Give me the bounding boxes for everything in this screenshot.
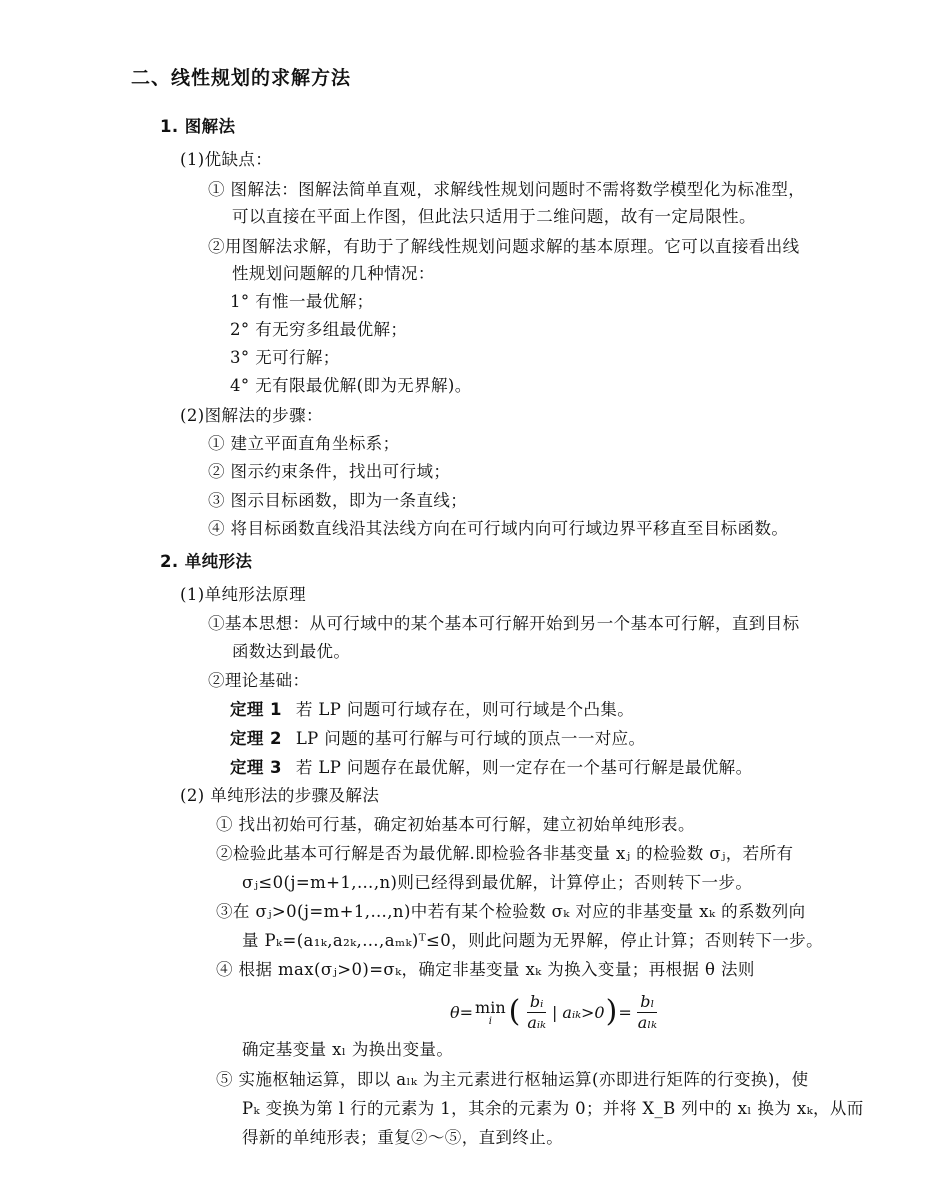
theorem-2 xyxy=(230,727,645,751)
subsection-heading-graphical: 1. 图解法 xyxy=(160,117,236,136)
theorem-3 xyxy=(230,756,752,780)
theorem-text: LP 问题的基可行解与可行域的顶点一一对应。 xyxy=(295,729,646,748)
paragraph-line: 性规划问题解的几种情况： xyxy=(232,264,435,283)
theorem-text: 若 LP 问题可行域存在，则可行域是个凸集。 xyxy=(295,700,635,719)
step-item: ② 图示约束条件，找出可行域； xyxy=(208,462,451,481)
paragraph-line: ①基本思想：从可行域中的某个基本可行解开始到另一个基本可行解，直到目标 xyxy=(208,614,800,633)
case-item: 2° 有无穷多组最优解； xyxy=(230,320,408,339)
min-subscript: i xyxy=(488,1015,492,1027)
subsection-heading-simplex: 2. 单纯形法 xyxy=(160,552,253,571)
left-paren: ( xyxy=(508,994,521,1029)
step-item: 确定基变量 xₗ 为换出变量。 xyxy=(242,1040,454,1059)
fraction-1-denominator: aᵢₖ xyxy=(527,1012,546,1032)
theorem-label: 定理 1 xyxy=(230,700,282,719)
paragraph-line: ① 图解法：图解法简单直观，求解线性规划问题时不需将数学模型化为标准型， xyxy=(208,180,806,199)
item-title-principle: (1)单纯形法原理 xyxy=(180,585,306,604)
step-item: ③在 σⱼ>0(j=m+1,…,n)中若有某个检验数 σₖ 对应的非基变量 xₖ 的系数列向 xyxy=(216,902,806,921)
step-item: 得新的单纯形表；重复②～⑤，直到终止。 xyxy=(242,1128,564,1147)
formula-lhs: θ= xyxy=(450,1002,474,1022)
step-item: ③ 图示目标函数，即为一条直线； xyxy=(208,491,468,510)
theta-rule-formula xyxy=(450,988,663,1036)
section-title: 二、线性规划的求解方法 xyxy=(131,67,352,89)
right-paren: ) xyxy=(605,994,618,1029)
theorem-label: 定理 3 xyxy=(230,758,282,777)
theorem-1 xyxy=(230,698,634,722)
paragraph-line: 可以直接在平面上作图，但此法只适用于二维问题，故有一定局限性。 xyxy=(232,207,756,226)
step-item: ① 建立平面直角坐标系； xyxy=(208,434,400,453)
fraction-1-numerator: bᵢ xyxy=(527,992,546,1013)
paragraph-line: ②理论基础： xyxy=(208,671,310,690)
fraction-2-numerator: bₗ xyxy=(637,992,657,1013)
step-item: ④ 将目标函数直线沿其法线方向在可行域内向可行域边界平移直至目标函数。 xyxy=(208,519,789,538)
paragraph-line: 函数达到最优。 xyxy=(232,642,351,661)
fraction-2-denominator: aₗₖ xyxy=(637,1012,657,1032)
step-item: Pₖ 变换为第 l 行的元素为 1，其余的元素为 0；并将 X_B 列中的 xₗ 换为 xₖ，从而 xyxy=(242,1099,864,1118)
step-item: 量 Pₖ=(a₁ₖ,a₂ₖ,…,aₘₖ)ᵀ≤0，则此问题为无界解，停止计算；否则转下一步。 xyxy=(242,931,823,950)
fraction-1 xyxy=(524,992,549,1033)
item-title-simplex-steps: (2) 单纯形法的步骤及解法 xyxy=(180,786,380,805)
step-item: ④ 根据 max(σⱼ>0)=σₖ，确定非基变量 xₖ 为换入变量；再根据 θ 法则 xyxy=(216,960,755,979)
fraction-2 xyxy=(635,992,660,1033)
formula-min xyxy=(475,998,506,1027)
step-item: ⑤ 实施枢轴运算，即以 aₗₖ 为主元素进行枢轴运算(亦即进行矩阵的行变换)，使 xyxy=(216,1070,809,1089)
case-item: 1° 有惟一最优解； xyxy=(230,292,374,311)
theorem-text: 若 LP 问题存在最优解，则一定存在一个基可行解是最优解。 xyxy=(295,758,753,777)
step-item: ②检验此基本可行解是否为最优解.即检验各非基变量 xⱼ 的检验数 σⱼ，若所有 xyxy=(216,844,794,863)
min-operator: min xyxy=(475,997,506,1017)
case-item: 4° 无有限最优解(即为无界解)。 xyxy=(230,376,472,395)
theorem-label: 定理 2 xyxy=(230,729,282,748)
item-title-steps: (2)图解法的步骤： xyxy=(180,406,323,425)
step-item: σⱼ≤0(j=m+1,…,n)则已经得到最优解，计算停止；否则转下一步。 xyxy=(242,873,753,892)
item-title-pros-cons: (1)优缺点： xyxy=(180,150,273,169)
paragraph-line: ②用图解法求解，有助于了解线性规划问题求解的基本原理。它可以直接看出线 xyxy=(208,237,800,256)
formula-equals: = xyxy=(618,1002,632,1022)
formula-condition: | aᵢₖ>0 xyxy=(551,1002,605,1022)
step-item: ① 找出初始可行基，确定初始基本可行解，建立初始单纯形表。 xyxy=(216,815,695,834)
case-item: 3° 无可行解； xyxy=(230,348,340,367)
